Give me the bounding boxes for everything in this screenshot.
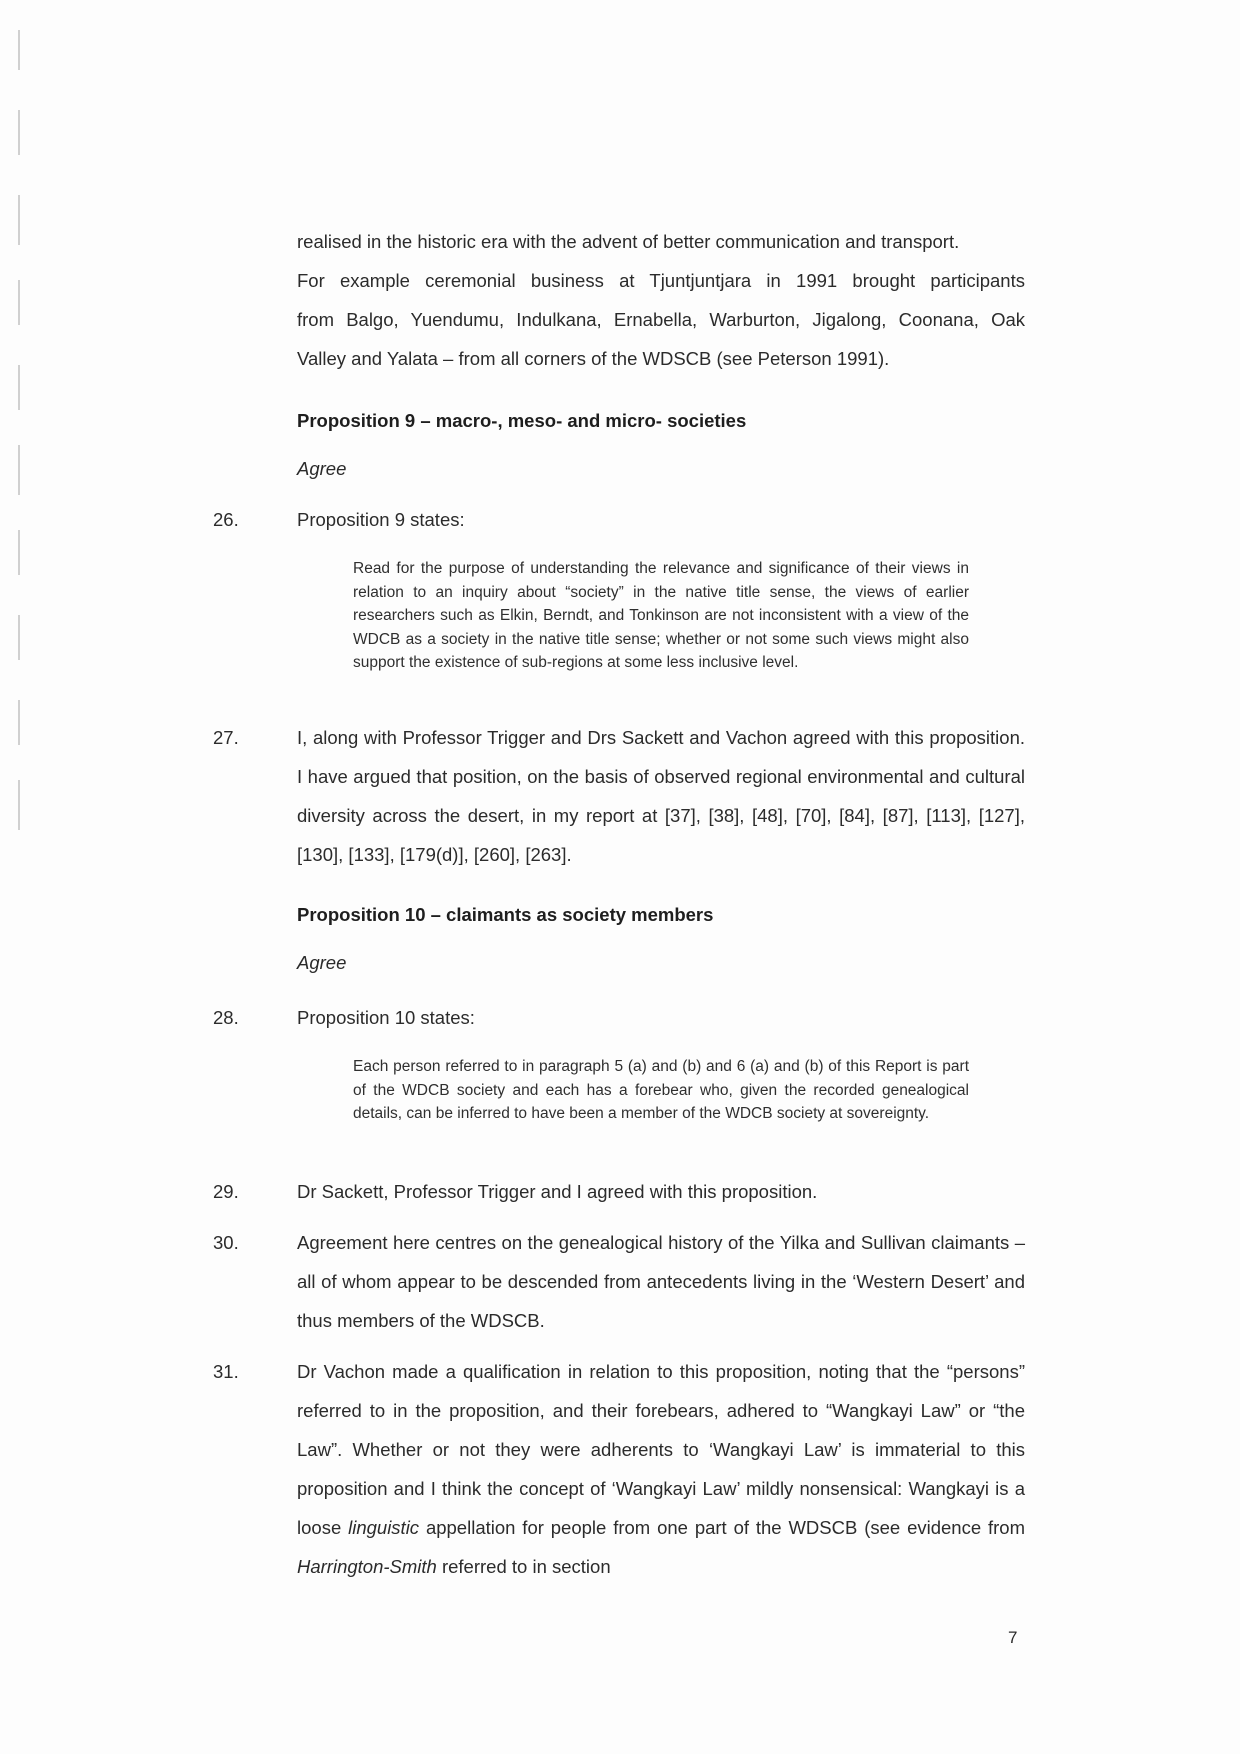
paragraph-31-text [297,1352,1025,1586]
paragraph-number: 29. [213,1181,239,1202]
proposition-9-quote: Read for the purpose of understanding the relevance and significance of their views in relation to an inquiry about “society” in the native title sense, the views of earlier researchers such as Elkin, Berndt, and Tonkinson are not inconsistent with a view of the WDCB as a society in the native title sense; whether or not some such views might also support the existence of sub-regions at some less inclusive level. [353,560,969,671]
paragraph-number: 31. [213,1361,239,1382]
paragraph-30-text: Agreement here centres on the genealogical history of the Yilka and Sullivan claimants – all of whom appear to be descended from antecedents living in the ‘Western Desert’ and thus members of the WDSCB. [297,1232,1025,1331]
paragraph-31-text-part: referred to in section [436,1556,611,1577]
paragraph-31-text-part: appellation for people from one part of the WDSCB (see evidence from [419,1517,1025,1538]
scan-margin-marks [16,0,22,900]
intro-line: from Balgo, Yuendumu, Indulkana, Ernabella, Warburton, Jigalong, Coonana, Oak [297,309,1025,330]
paragraph-29-text: Dr Sackett, Professor Trigger and I agreed with this proposition. [297,1181,818,1202]
italic-case-name: Harrington-Smith [297,1556,437,1577]
paragraph-27-text: I, along with Professor Trigger and Drs Sackett and Vachon agreed with this proposition. I have argued that position, on the basis of observed regional environmental and cultural diversity across the desert, in my report at [37], [38], [48], [70], [84], [87], [113], [127], [130], [133], [179(d)], [260], [263]. [297,727,1025,865]
proposition-9-position: Agree [297,458,347,479]
paragraph-28-text: Proposition 10 states: [297,1007,475,1028]
paragraph-31-text-part: Dr Vachon made a qualification in relation to this proposition, noting that the “persons” referred to in the proposition, and their forebears, adhered to “Wangkayi Law” or “the Law”. Whether or not they were adherents to ‘Wangkayi Law’ is immaterial to this proposition and I think the concept of ‘Wangkayi Law’ mildly nonsensical: Wangkayi is a loose [297,1361,1025,1538]
intro-line: For example ceremonial business at Tjuntjuntjara in 1991 brought participants [297,270,1025,291]
paragraph-number: 26. [213,509,239,530]
intro-paragraph [297,222,1025,378]
paragraph-number: 28. [213,1007,239,1028]
paragraph-number: 30. [213,1232,239,1253]
proposition-10-position: Agree [297,952,347,973]
page-number: 7 [1008,1628,1018,1647]
proposition-10-heading: Proposition 10 – claimants as society members [297,904,714,925]
proposition-10-quote: Each person referred to in paragraph 5 (a) and (b) and 6 (a) and (b) of this Report is part of the WDCB society and each has a forebear who, given the recorded genealogical details, can be inferred to have been a member of the WDCB society at sovereignty. [353,1058,969,1122]
paragraph-number: 27. [213,727,239,748]
paragraph-26-text: Proposition 9 states: [297,509,465,530]
intro-line: Valley and Yalata – from all corners of the WDSCB (see Peterson 1991). [297,348,890,369]
intro-line: realised in the historic era with the advent of better communication and transport. [297,231,960,252]
italic-term: linguistic [348,1517,420,1538]
proposition-9-heading: Proposition 9 – macro-, meso- and micro- societies [297,410,747,431]
